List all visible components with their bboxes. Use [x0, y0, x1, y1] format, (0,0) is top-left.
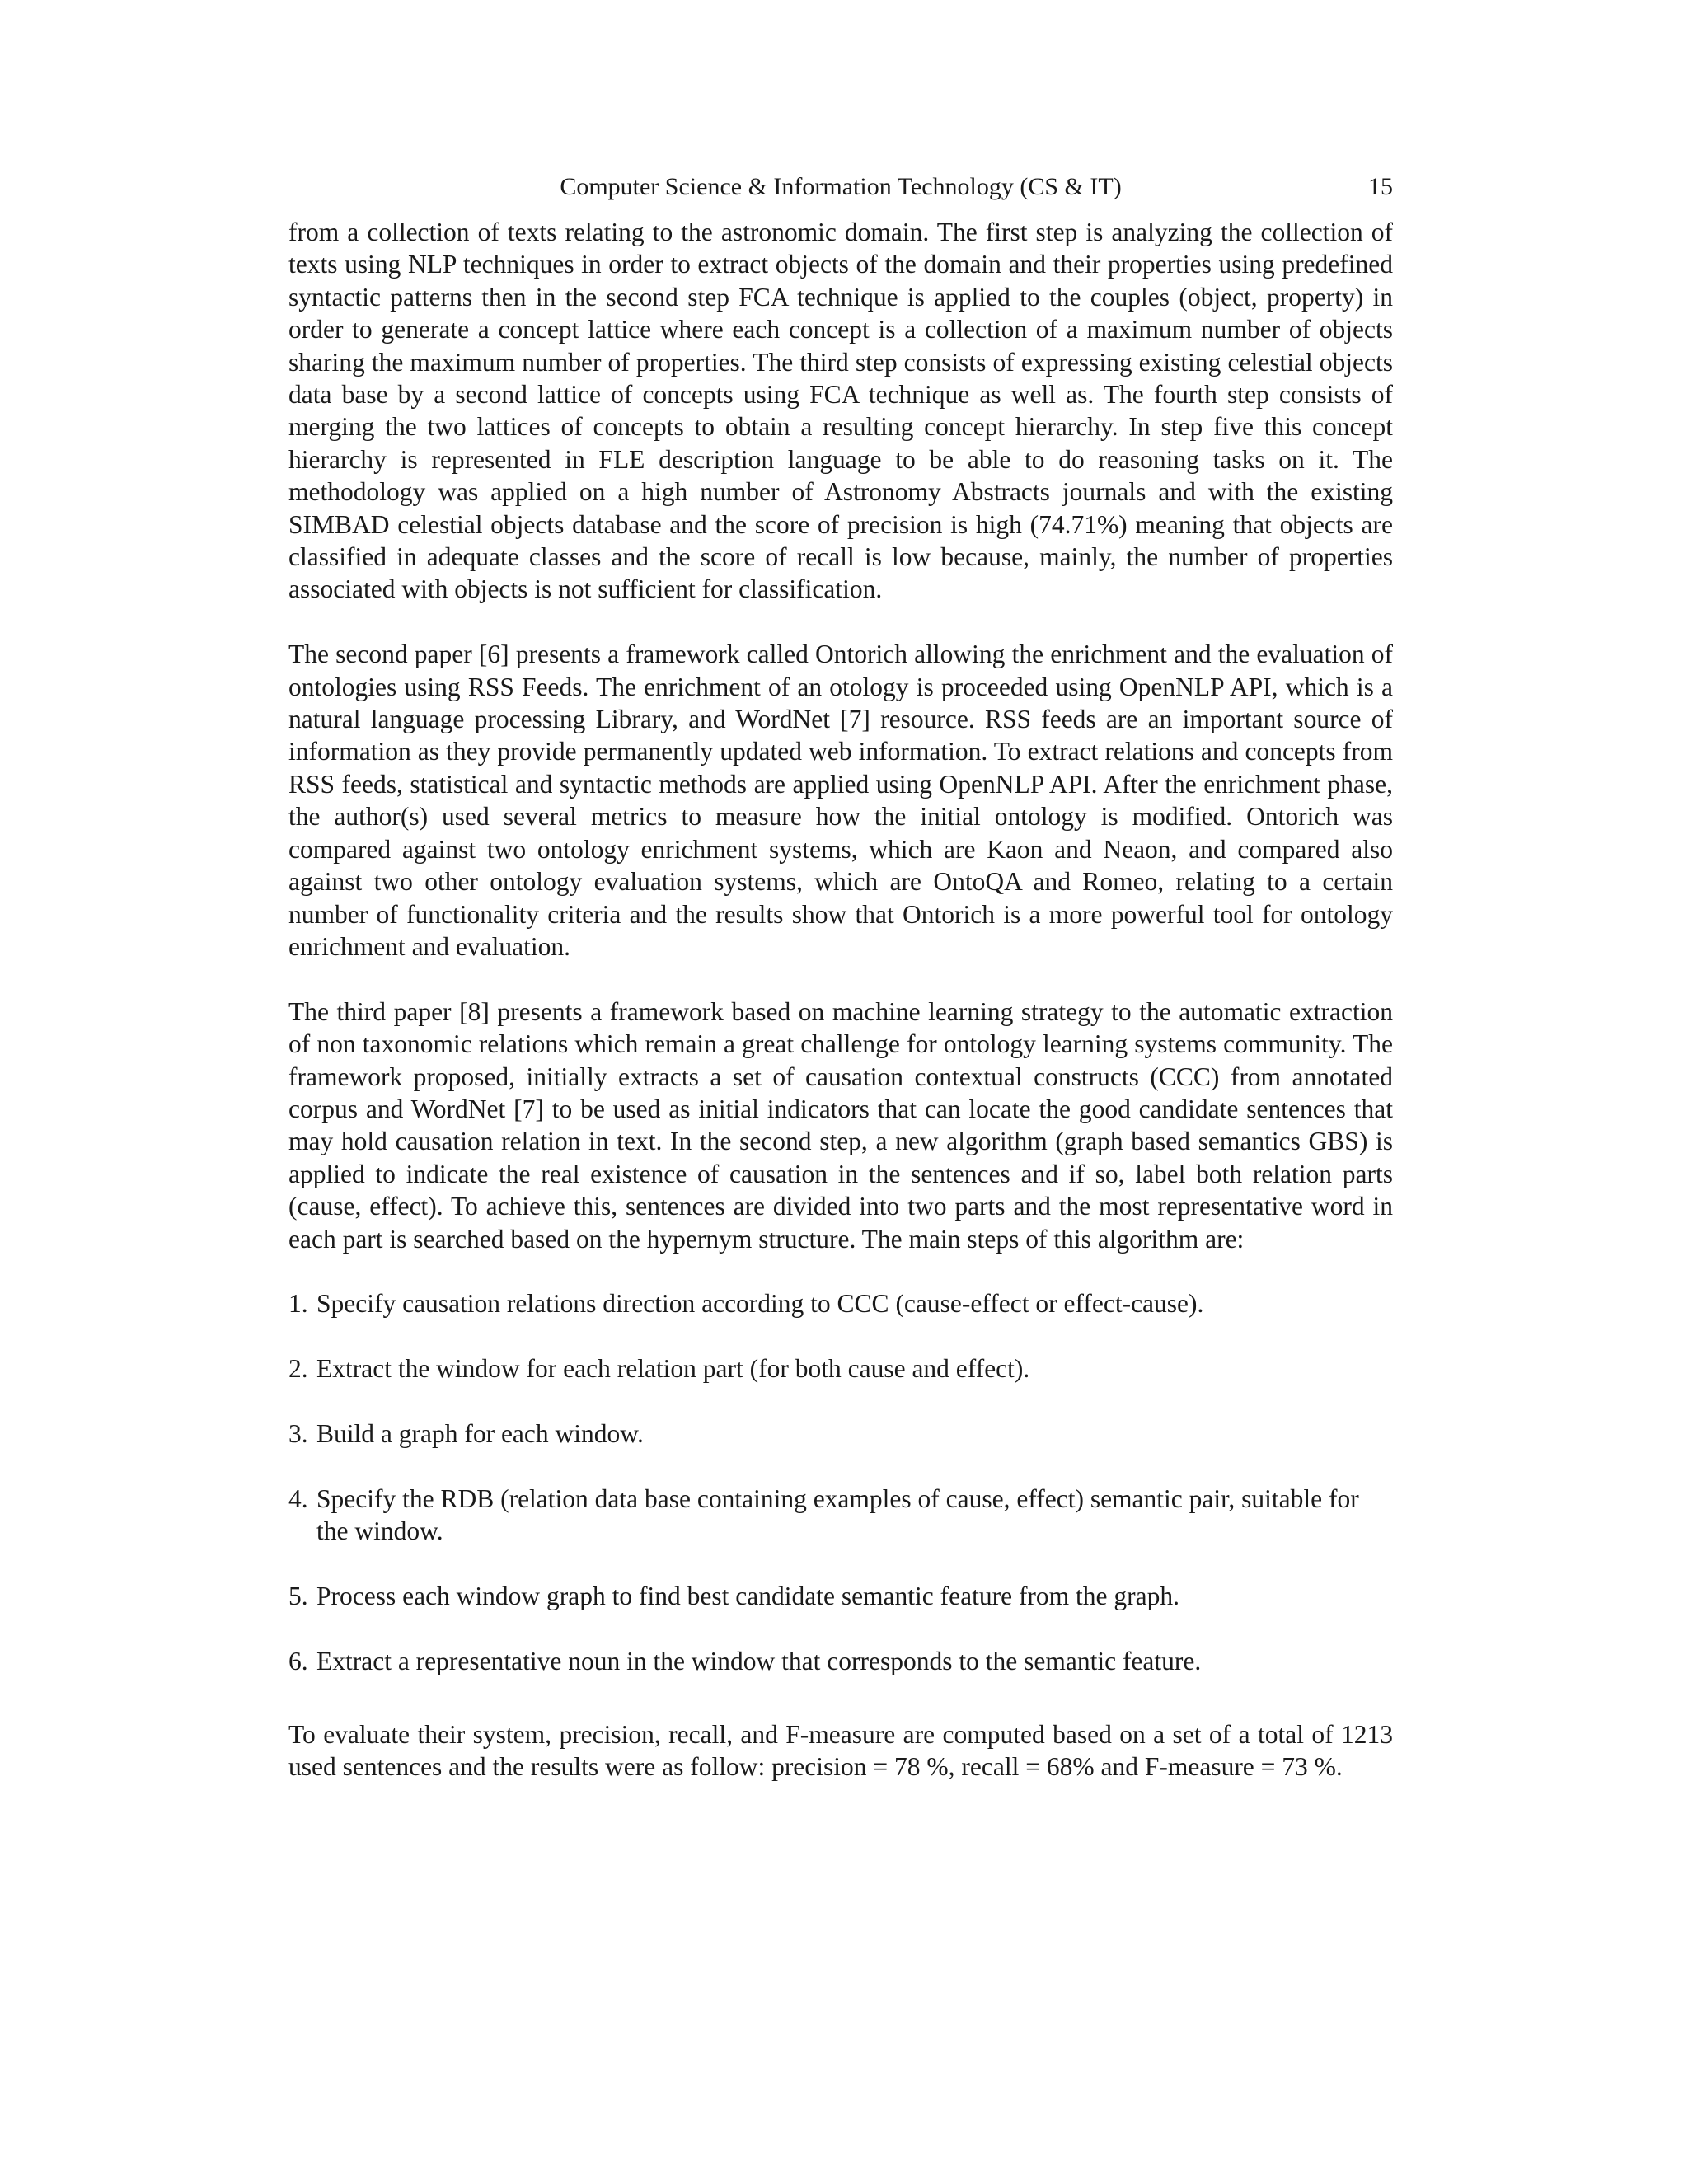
journal-title: Computer Science & Information Technology (CS & IT)	[560, 173, 1122, 200]
page-number: 15	[1368, 173, 1393, 200]
list-item-number: 2.	[288, 1354, 308, 1384]
list-item-number: 3.	[288, 1418, 308, 1448]
list-item-text: Extract the window for each relation part (for both cause and effect).	[316, 1354, 1030, 1384]
list-item-number: 1.	[288, 1289, 308, 1319]
list-item-text: Specify causation relations direction according to CCC (cause-effect or effect-cause).	[316, 1289, 1204, 1319]
list-item-number: 6.	[288, 1646, 308, 1675]
body-text	[288, 216, 1393, 1816]
paragraph-fca-methodology: from a collection of texts relating to the astronomic domain. The first step is analyzing the collection of texts using NLP techniques in order to extract objects of the domain and their properties using predefined syntactic patterns then in the second step FCA technique is applied to the couples (object, property) in order to generate a concept lattice where each concept is a collection of a maximum number of objects sharing the maximum number of properties. The third step consists of expressing existing celestial objects data base by a second lattice of concepts using FCA technique as well as. The fourth step consists of merging the two lattices of concepts to obtain a resulting concept hierarchy. In step five this concept hierarchy is represented in FLE description language to be able to do reasoning tasks on it. The methodology was applied on a high number of Astronomy Abstracts journals and with the existing SIMBAD celestial objects database and the score of precision is high (74.71%) meaning that objects are classified in adequate classes and the score of recall is low because, mainly, the number of properties associated with objects is not sufficient for classification.	[288, 218, 1393, 604]
list-item	[288, 1645, 1393, 1677]
list-item-text: Build a graph for each window.	[316, 1418, 644, 1448]
running-header	[288, 169, 1393, 205]
paragraph-evaluation: To evaluate their system, precision, recall, and F-measure are computed based on a set of a total of 1213 used sentences and the results were as follow: precision = 78 %, recall = 68% and F-measure = 73 %.	[288, 1719, 1393, 1781]
paragraph-ontorich: The second paper [6] presents a framework called Ontorich allowing the enrichment and the evaluation of ontologies using RSS Feeds. The enrichment of an otology is proceeded using OpenNLP API, which is a natural language processing Library, and WordNet [7] resource. RSS feeds are an important source of information as they provide permanently updated web information. To extract relations and concepts from RSS feeds, statistical and syntactic methods are applied using OpenNLP API. After the enrichment phase, the author(s) used several metrics to measure how the initial ontology is modified. Ontorich was compared against two ontology enrichment systems, which are Kaon and Neaon, and compared also against two other ontology evaluation systems, which are OntoQA and Romeo, relating to a certain number of functionality criteria and the results show that Ontorich is a more powerful tool for ontology enrichment and evaluation.	[288, 640, 1393, 961]
list-item-text: Process each window graph to find best candidate semantic feature from the graph.	[316, 1581, 1180, 1610]
list-item-text: Specify the RDB (relation data base containing examples of cause, effect) semantic pair, suitable for the window.	[316, 1483, 1359, 1546]
list-item	[288, 1352, 1393, 1385]
list-item	[288, 1418, 1393, 1450]
list-item-number: 4.	[288, 1483, 308, 1513]
list-item-text: Extract a representative noun in the window that corresponds to the semantic feature.	[316, 1646, 1202, 1675]
algorithm-steps-list	[288, 1287, 1393, 1677]
list-item	[288, 1483, 1393, 1548]
spacer	[288, 1710, 1393, 1718]
list-item	[288, 1287, 1393, 1319]
list-item	[288, 1580, 1393, 1612]
list-item-number: 5.	[288, 1581, 308, 1610]
paragraph-third-paper: The third paper [8] presents a framework based on machine learning strategy to the automatic extraction of non taxonomic relations which remain a great challenge for ontology learning systems community. The framework proposed, initially extracts a set of causation contextual constructs (CCC) from annotated corpus and WordNet [7] to be used as initial indicators that can locate the good candidate sentences that may hold causation relation in text. In the second step, a new algorithm (graph based semantics GBS) is applied to indicate the real existence of causation in the sentences and if so, label both relation parts (cause, effect). To achieve this, sentences are divided into two parts and the most representative word in each part is searched based on the hypernym structure. The main steps of this algorithm are:	[288, 996, 1393, 1254]
